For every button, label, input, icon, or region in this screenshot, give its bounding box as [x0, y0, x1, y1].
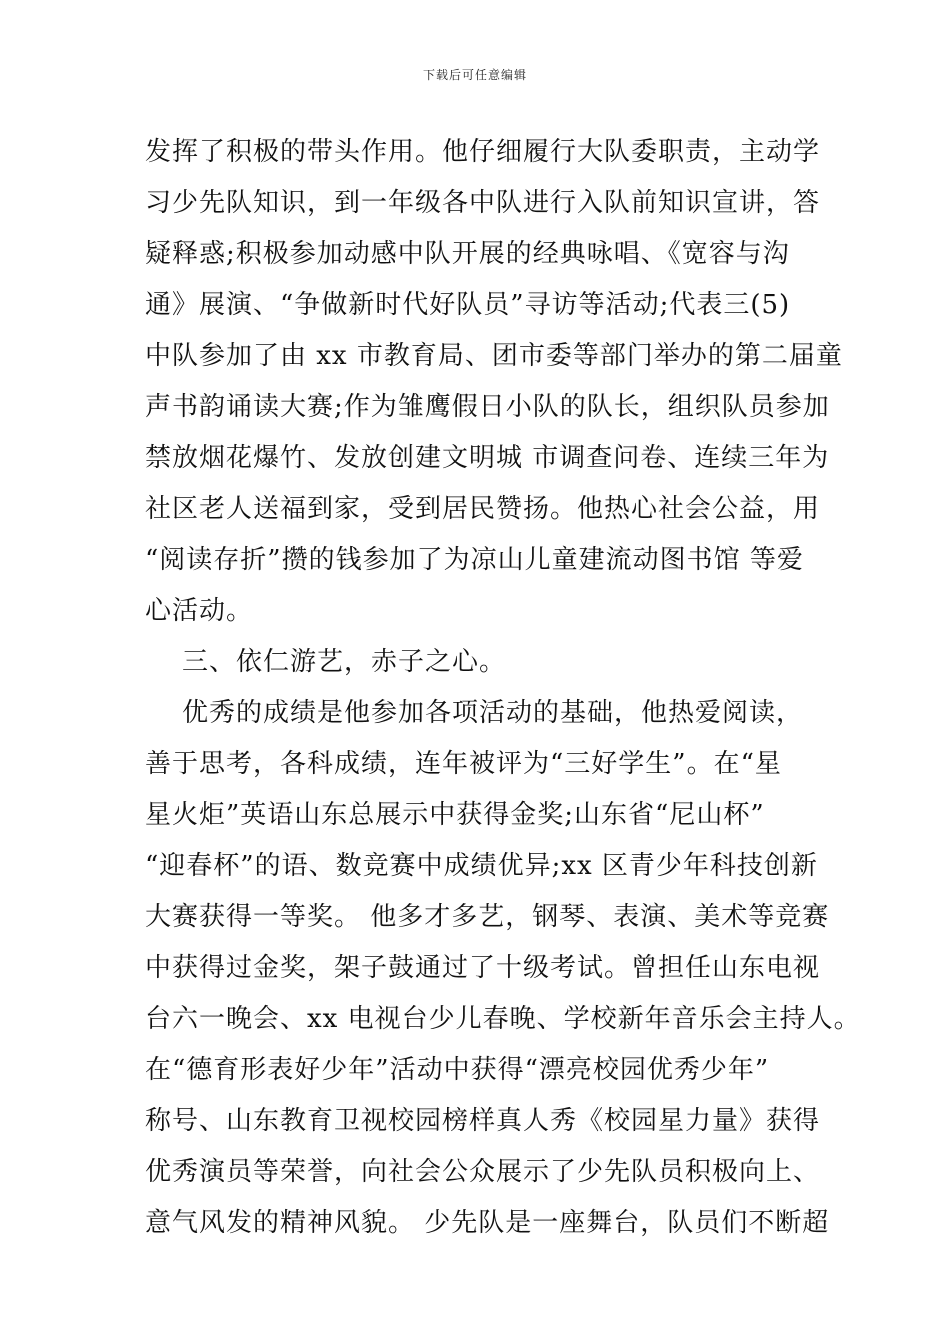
text-line: 习少先队知识，到一年级各中队进行入队前知识宣讲，答	[145, 188, 821, 218]
text-line: 通》展演、“争做新时代好队员”寻访等活动;代表三(5)	[145, 290, 791, 320]
section-heading: 三、依仁游艺，赤子之心。	[145, 647, 507, 677]
text-line: 优秀演员等荣誉，向社会公众展示了少先队员积极向上、	[145, 1157, 821, 1187]
text-line: 禁放烟花爆竹、发放创建文明城 市调查问卷、连续三年为	[145, 443, 830, 473]
text-line: 声书韵诵读大赛;作为雏鹰假日小队的队长，组织队员参加	[145, 392, 830, 422]
text-line: 大赛获得一等奖。 他多才多艺，钢琴、表演、美术等竞赛	[145, 902, 830, 932]
document-body	[145, 127, 861, 1249]
text-line: 疑释惑;积极参加动感中队开展的经典咏唱、《宽容与沟	[145, 239, 790, 269]
text-line: 在“德育形表好少年”活动中获得“漂亮校园优秀少年”	[145, 1055, 770, 1085]
text-line: 星火炬”英语山东总展示中获得金奖;山东省“尼山杯”	[145, 800, 765, 830]
text-line: 发挥了积极的带头作用。他仔细履行大队委职责，主动学	[145, 137, 821, 167]
text-line: 意气风发的精神风貌。 少先队是一座舞台，队员们不断超	[145, 1208, 830, 1238]
text-line: 中获得过金奖，架子鼓通过了十级考试。曾担任山东电视	[145, 953, 821, 983]
paragraph-start: 优秀的成绩是他参加各项活动的基础，他热爱阅读，	[145, 698, 804, 728]
header-note: 下载后可任意编辑	[422, 68, 527, 82]
text-line: 中队参加了由 xx 市教育局、团市委等部门举办的第二届童	[145, 341, 843, 371]
text-line: “阅读存折”攒的钱参加了为凉山儿童建流动图书馆 等爱	[145, 545, 804, 575]
text-line: 台六一晚会、xx 电视台少儿春晚、学校新年音乐会主持人。	[145, 1004, 861, 1034]
text-line: 社区老人送福到家，受到居民赞扬。他热心社会公益，用	[145, 494, 821, 524]
text-line: 心活动。	[145, 596, 254, 626]
text-line: 称号、山东教育卫视校园榜样真人秀《校园星力量》获得	[145, 1106, 821, 1136]
text-line: 善于思考，各科成绩，连年被评为“三好学生”。在“星	[145, 749, 782, 779]
text-line: “迎春杯”的语、数竞赛中成绩优异;xx 区青少年科技创新	[145, 851, 818, 881]
